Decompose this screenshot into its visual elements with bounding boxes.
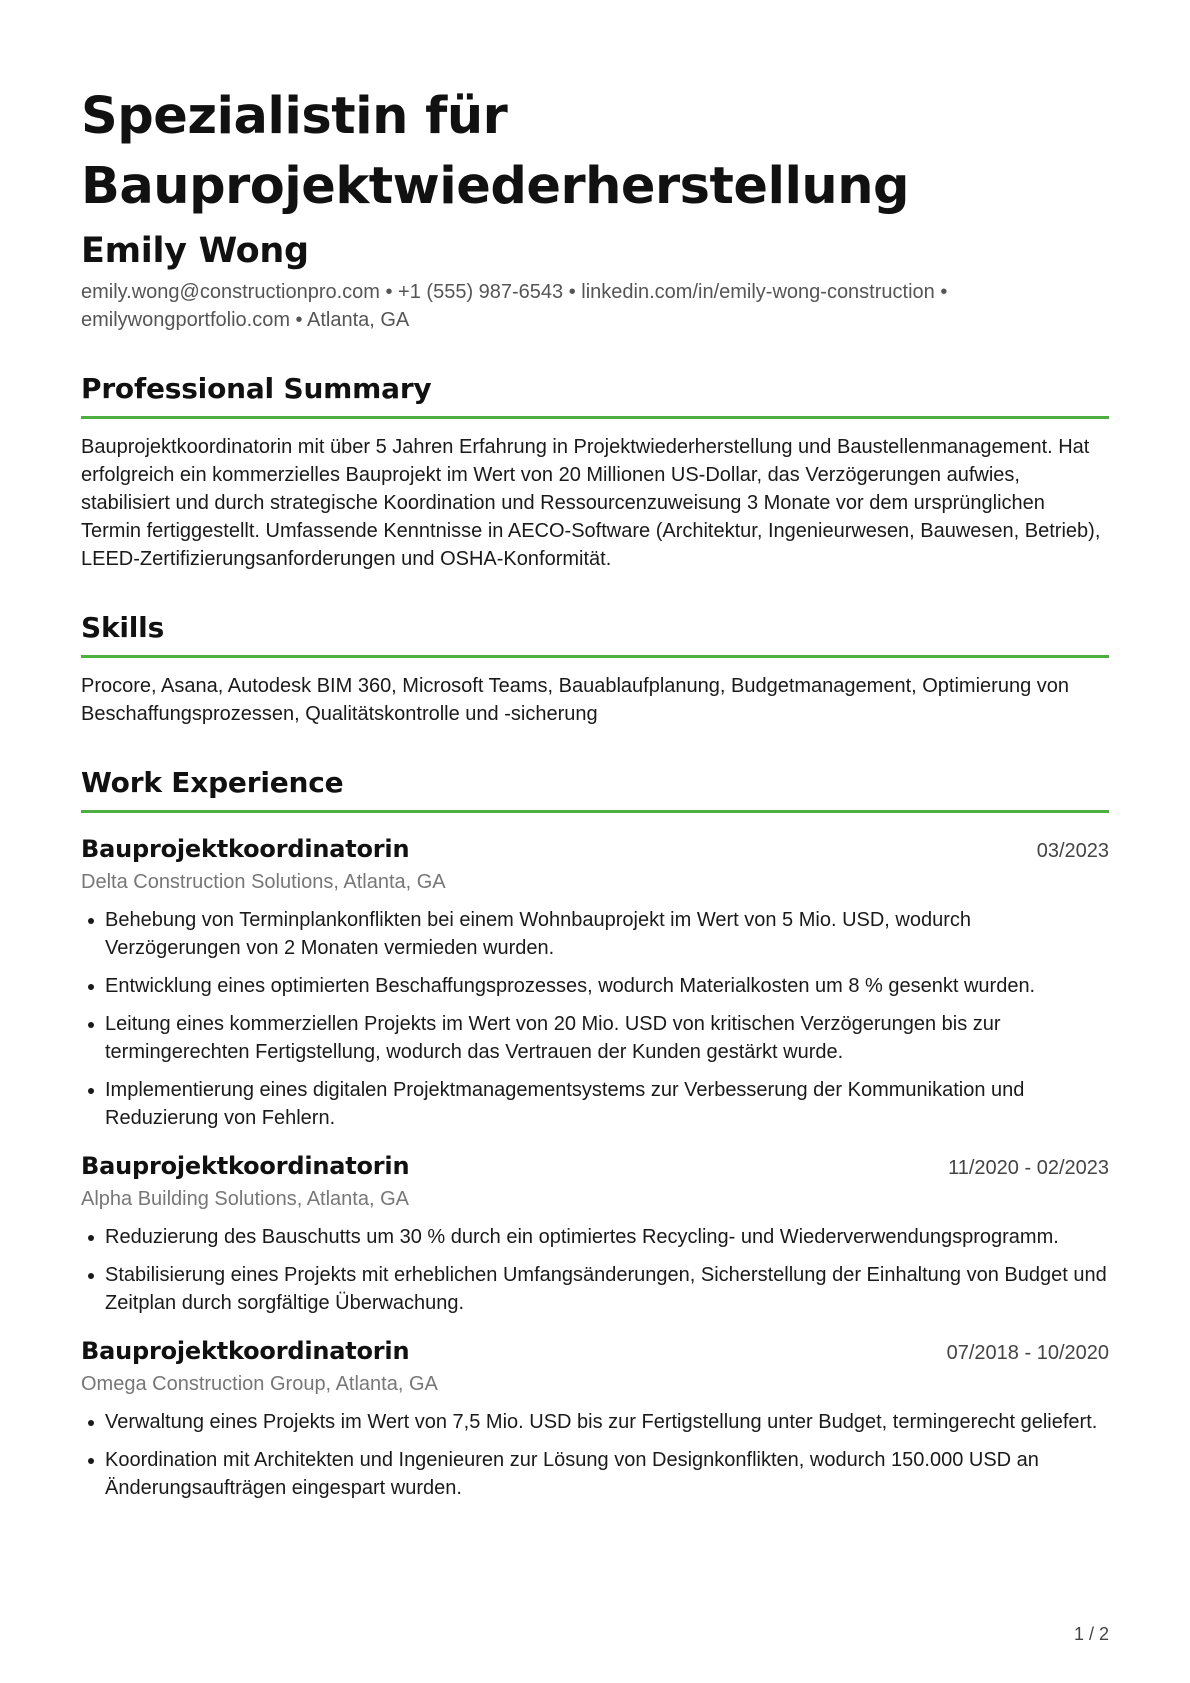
- job-header: [81, 1150, 1109, 1182]
- professional-summary-text: Bauprojektkoordinatorin mit über 5 Jahren Erfahrung in Projektwiederherstellung und Baustellenmanagement. Hat erfolgreich ein kommerzielles Bauprojekt im Wert von 20 Millionen US-Dollar, das Verzögerungen aufwies, stabilisiert und durch strategische Koordination und Ressourcenzuweisung 3 Monate vor dem ursprünglichen Termin fertiggestellt. Umfassende Kenntnisse in AECO-Software (Architektur, Ingenieurwesen, Bauwesen, Betrieb), LEED-Zertifizierungsanforderungen und OSHA-Konformität.: [81, 436, 1101, 570]
- contact-line2: emilywongportfolio.com • Atlanta, GA: [81, 309, 410, 331]
- job-bullet: Koordination mit Architekten und Ingenieuren zur Lösung von Designkonflikten, wodurch 150.000 USD an Änderungsaufträgen eingespart wurden.: [81, 1446, 1109, 1502]
- job-title: Bauprojektkoordinatorin: [81, 1337, 410, 1365]
- job-bullet: Stabilisierung eines Projekts mit erheblichen Umfangsänderungen, Sicherstellung der Einhaltung von Budget und Zeitplan durch sorgfältige Überwachung.: [81, 1261, 1109, 1317]
- contact-line1: emily.wong@constructionpro.com • +1 (555) 987-6543 • linkedin.com/in/emily-wong-construction •: [81, 281, 948, 303]
- job-title: Bauprojektkoordinatorin: [81, 835, 410, 863]
- job-header: [81, 833, 1109, 865]
- work-experience-heading: Work Experience: [81, 764, 1109, 813]
- skills-section: [81, 609, 1109, 728]
- resume-title-line1: Spezialistin für: [81, 87, 508, 146]
- job-date: 07/2018 - 10/2020: [946, 1342, 1109, 1364]
- job-bullet-list: [81, 906, 1109, 1132]
- job-company: Alpha Building Solutions, Atlanta, GA: [81, 1188, 409, 1210]
- page-number: 1 / 2: [1073, 1624, 1109, 1644]
- job-date: 11/2020 - 02/2023: [948, 1157, 1109, 1179]
- resume-header: [81, 82, 1109, 334]
- candidate-name: Emily Wong: [81, 231, 309, 271]
- job-bullet: Behebung von Terminplankonflikten bei einem Wohnbauprojekt im Wert von 5 Mio. USD, wodurch Verzögerungen von 2 Monaten vermieden wurden.: [81, 906, 1109, 962]
- work-experience-section: [81, 764, 1109, 1502]
- contact-info: [81, 278, 1081, 334]
- job-entry: [81, 1335, 1109, 1502]
- resume-title: [81, 82, 1109, 222]
- job-date: 03/2023: [1036, 840, 1109, 862]
- job-bullet: Reduzierung des Bauschutts um 30 % durch ein optimiertes Recycling- und Wiederverwendungsprogramm.: [81, 1223, 1109, 1251]
- professional-summary-heading: Professional Summary: [81, 370, 1109, 419]
- job-title: Bauprojektkoordinatorin: [81, 1152, 410, 1180]
- job-bullet: Verwaltung eines Projekts im Wert von 7,5 Mio. USD bis zur Fertigstellung unter Budget, termingerecht geliefert.: [81, 1408, 1109, 1436]
- job-bullet: Implementierung eines digitalen Projektmanagementsystems zur Verbesserung der Kommunikation und Reduzierung von Fehlern.: [81, 1076, 1109, 1132]
- skills-text: Procore, Asana, Autodesk BIM 360, Microsoft Teams, Bauablaufplanung, Budgetmanagement, Optimierung von Beschaffungsprozessen, Qualitätskontrolle und -sicherung: [81, 675, 1069, 725]
- skills-heading: Skills: [81, 609, 1109, 658]
- job-bullet: Entwicklung eines optimierten Beschaffungsprozesses, wodurch Materialkosten um 8 % gesenkt wurden.: [81, 972, 1109, 1000]
- job-header: [81, 1335, 1109, 1367]
- resume-title-line2: Bauprojektwiederherstellung: [81, 157, 910, 216]
- professional-summary-section: [81, 370, 1109, 573]
- job-bullet-list: [81, 1408, 1109, 1502]
- job-bullet: Leitung eines kommerziellen Projekts im Wert von 20 Mio. USD von kritischen Verzögerungen bis zur termingerechten Fertigstellung, wodurch das Vertrauen der Kunden gestärkt wurde.: [81, 1010, 1109, 1066]
- job-company: Omega Construction Group, Atlanta, GA: [81, 1373, 438, 1395]
- job-entry: [81, 1150, 1109, 1317]
- job-company: Delta Construction Solutions, Atlanta, GA: [81, 871, 446, 893]
- job-bullet-list: [81, 1223, 1109, 1317]
- job-entry: [81, 833, 1109, 1132]
